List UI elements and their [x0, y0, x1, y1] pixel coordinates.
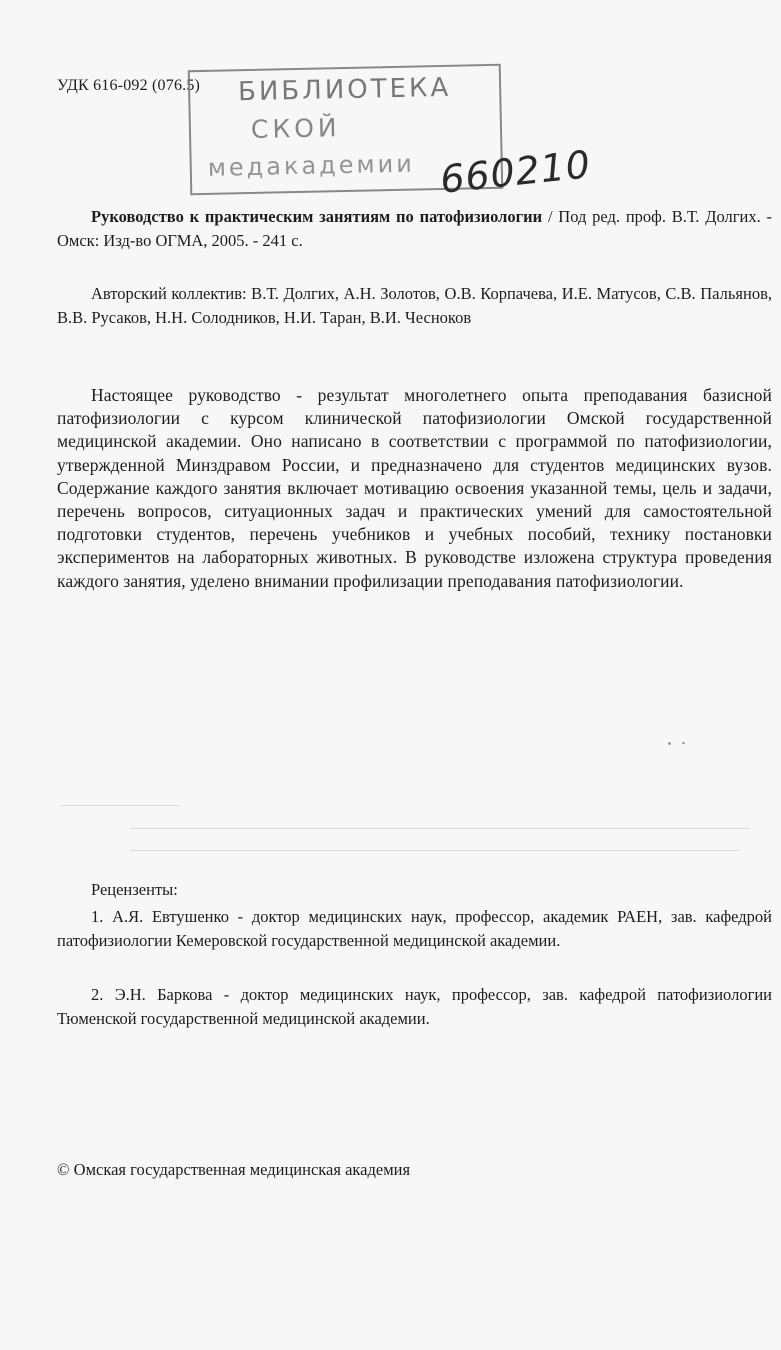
reviewer-item: 2. Э.Н. Баркова - доктор медицинских наук, профессор, зав. кафедрой патофизиологии Тюменской государственной медицинской академии.	[57, 985, 772, 1028]
bleed-through-line	[130, 850, 740, 851]
book-title: Руководство к практическим занятиям по патофизиологии	[91, 207, 543, 226]
reviewers-title: Рецензенты:	[91, 880, 178, 899]
authors-list: Авторский коллектив: В.Т. Долгих, А.Н. Золотов, О.В. Корпачева, И.Е. Матусов, С.В. Пальянов, В.В. Русаков, Н.Н. Солодников, Н.И. Таран, В.И. Чесноков	[57, 284, 772, 327]
stamp-line-1: БИБЛИОТЕКА	[237, 72, 452, 108]
reference-details: / Под ред. проф. В.Т. Долгих. - Омск: Изд-во ОГМА, 2005. - 241 с.	[57, 207, 772, 250]
bleed-through-line	[130, 828, 750, 829]
handwritten-inventory-number: 660210	[438, 142, 593, 202]
reviewer-item: 1. А.Я. Евтушенко - доктор медицинских наук, профессор, академик РАЕН, зав. кафедрой патофизиологии Кемеровской государственной медицинской академии.	[57, 907, 772, 950]
bleed-through-line	[60, 805, 180, 806]
copyright-line: © Омская государственная медицинская академия	[57, 1160, 411, 1179]
udk-code: УДК 616-092 (076.5)	[57, 77, 201, 94]
stamp-line-3: медакадемии	[207, 149, 416, 182]
annotation: Настоящее руководство - результат многолетнего опыта преподавания базисной патофизиологии с курсом клинической патофизиологии Омской государственной медицинской академии. Оно написано в соответствии с программой по патофизиологии, утвержденной Минздравом России, и предназначено для студентов медицинских вузов. Содержание каждого занятия включает мотивацию освоения указанной темы, цель и задачи, перечень вопросов, ситуационных задач и практических умений для самостоятельной подготовки студентов, перечень учебников и учебных пособий, технику постановки экспериментов на лабораторных животных. В руководстве изложена структура проведения каждого занятия, уделено внимании профилизации преподавания патофизиологии.	[57, 385, 772, 591]
stamp-line-2: СКОЙ	[250, 113, 341, 144]
bibliographic-reference	[57, 205, 772, 252]
scan-speck	[668, 742, 671, 745]
scan-speck	[682, 742, 685, 744]
